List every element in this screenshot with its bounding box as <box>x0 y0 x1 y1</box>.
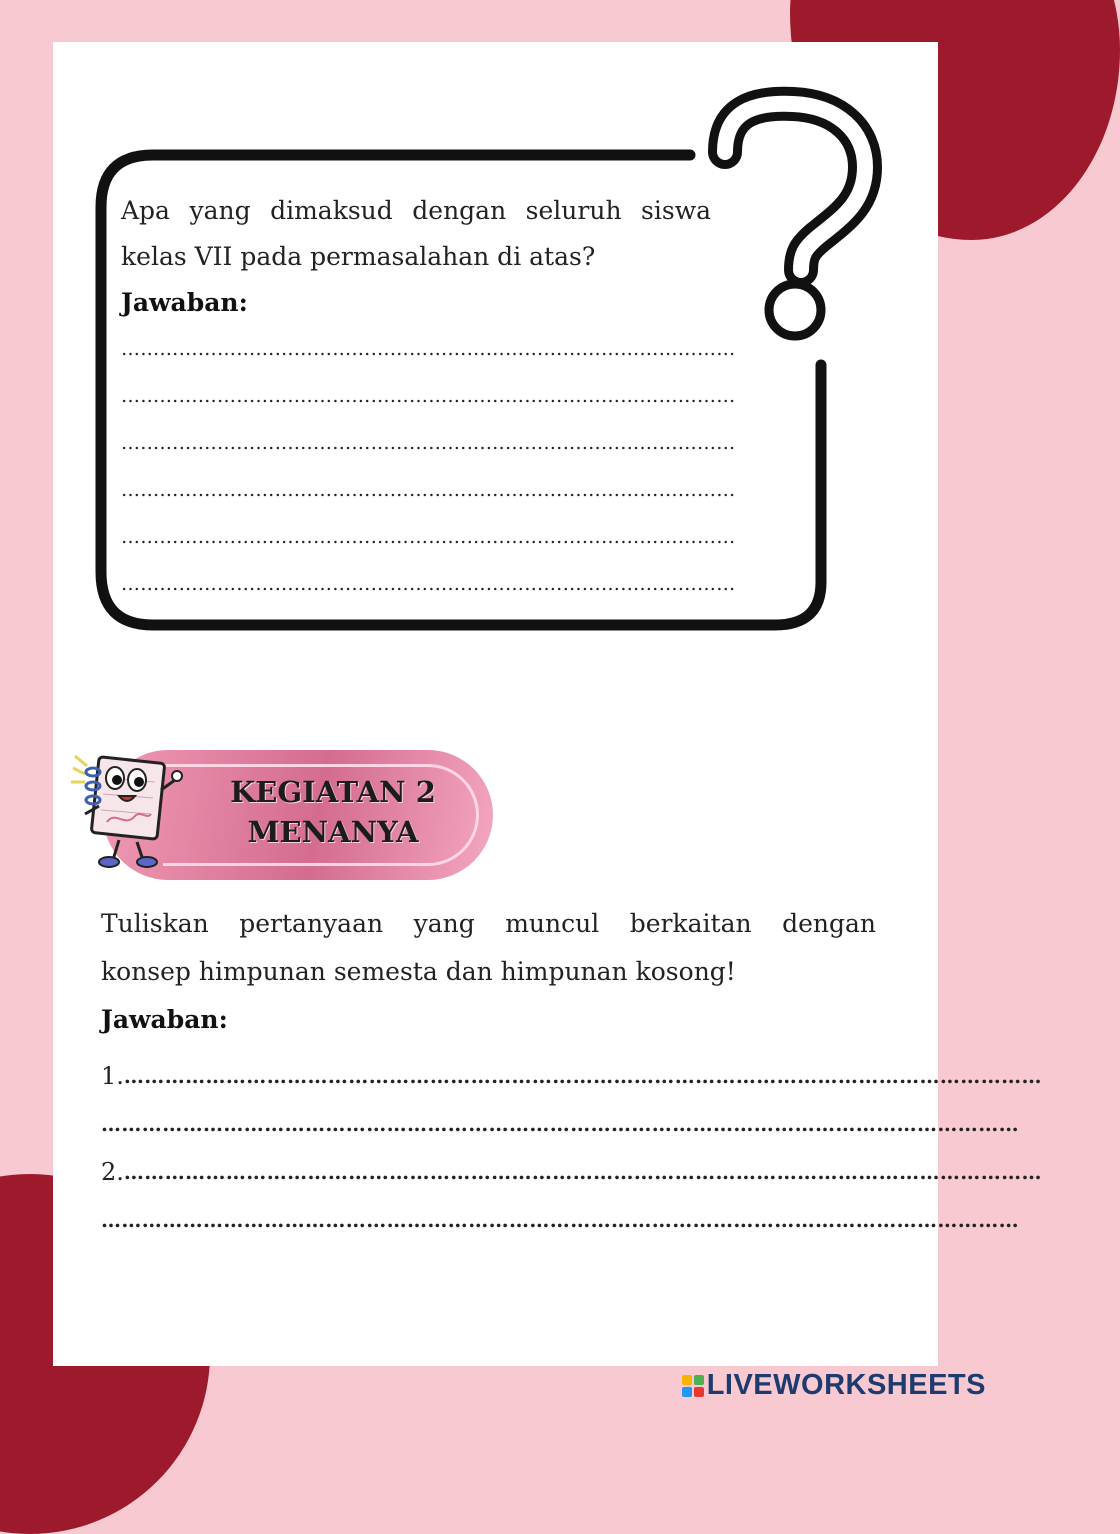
answer-line[interactable]: …………………………………………………………………………………… <box>121 432 736 454</box>
question-card-content <box>121 188 736 608</box>
worksheet-page <box>53 42 1042 1366</box>
answer-number: 1. <box>101 1062 124 1090</box>
instruction-block <box>101 900 876 1044</box>
mascot-notebook-icon <box>63 750 193 870</box>
liveworksheets-logo <box>682 1369 986 1402</box>
list-item <box>101 1148 1042 1196</box>
list-item <box>101 1196 1019 1244</box>
list-item <box>101 1100 1019 1148</box>
answer-list <box>101 1052 1042 1244</box>
answer-line[interactable]: …………………………………………………………………………………… <box>121 385 736 407</box>
instruction-line-2: konsep himpunan semesta dan himpunan kosong! <box>101 957 736 986</box>
list-item <box>101 1052 1042 1100</box>
answer-line[interactable]: ……………………………………………………………………………………………………………………… <box>101 1208 1019 1232</box>
answer-line[interactable]: …………………………………………………………………………………… <box>121 338 736 360</box>
answer-line[interactable]: ……………………………………………………………………………………………………………………… <box>123 1160 1042 1184</box>
answer-label: Jawaban: <box>121 288 248 317</box>
banner-title-line-1: KEGIATAN 2 <box>230 775 436 809</box>
question-line-1: Apa yang dimaksud dengan seluruh siswa <box>121 196 711 225</box>
answer-line[interactable]: …………………………………………………………………………………… <box>121 573 736 595</box>
instruction-line-1: Tuliskan pertanyaan yang muncul berkaitan dengan <box>101 909 876 938</box>
logo-mark-icon <box>682 1375 704 1397</box>
banner-title-line-2: MENANYA <box>247 815 419 849</box>
answer-line[interactable]: …………………………………………………………………………………… <box>121 526 736 548</box>
answer-line[interactable]: ……………………………………………………………………………………………………………………… <box>101 1112 1019 1136</box>
answer-label: Jawaban: <box>101 1005 228 1034</box>
logo-text: LIVEWORKSHEETS <box>706 1369 986 1401</box>
question-line-2: kelas VII pada permasalahan di atas? <box>121 242 596 271</box>
banner-title <box>208 772 458 852</box>
answer-line[interactable]: ……………………………………………………………………………………………………………………… <box>123 1064 1042 1088</box>
answer-line[interactable]: …………………………………………………………………………………… <box>121 479 736 501</box>
answer-number: 2. <box>101 1158 124 1186</box>
question-mark-icon <box>725 104 865 336</box>
